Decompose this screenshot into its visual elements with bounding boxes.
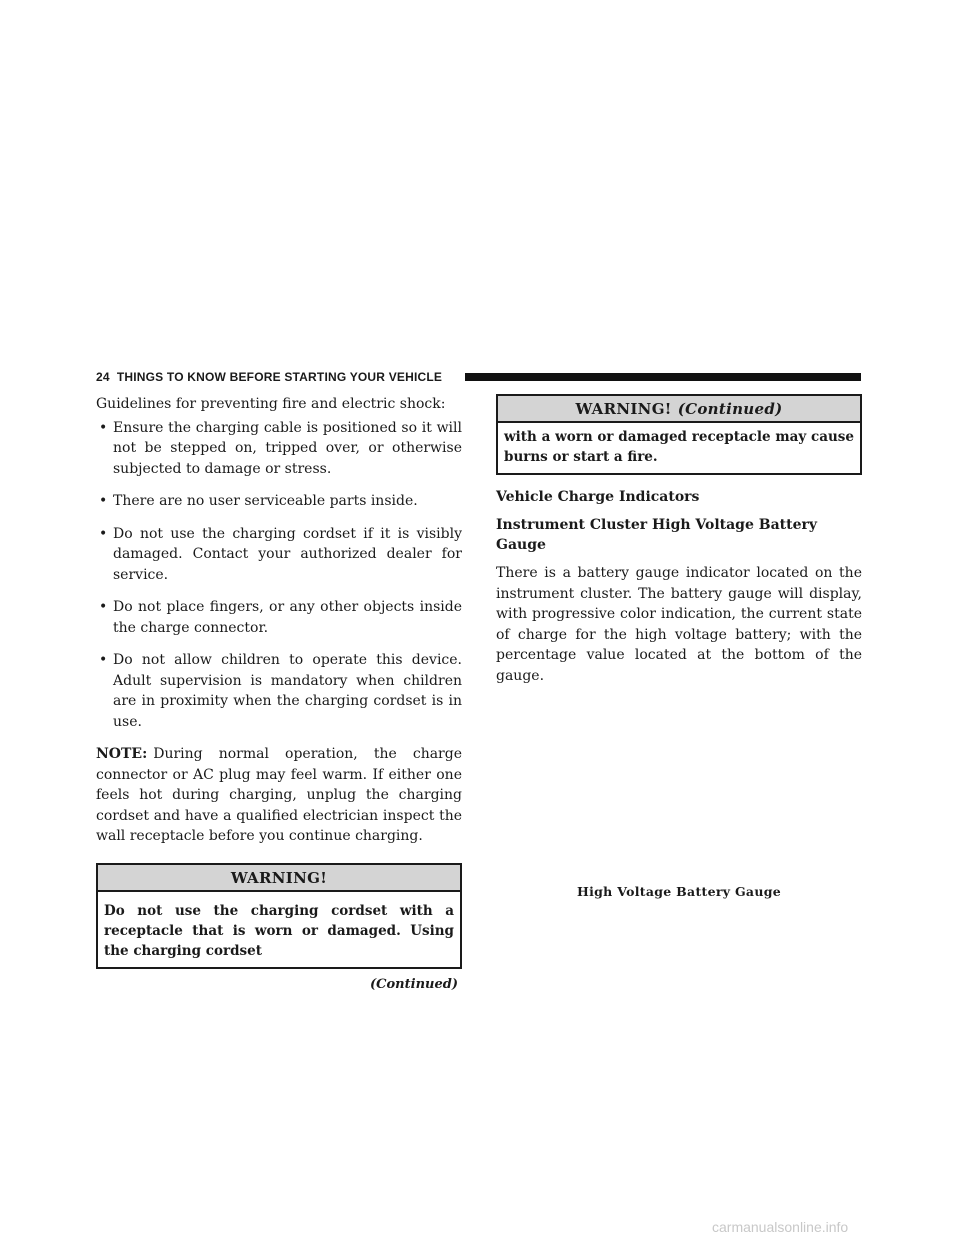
header-rule <box>465 373 861 381</box>
warning-title-suffix: (Continued) <box>677 400 783 418</box>
note-label: NOTE: <box>96 746 148 762</box>
figure-caption: High Voltage Battery Gauge <box>576 884 781 899</box>
list-item <box>96 524 462 586</box>
list-item-text: Do not allow children to operate this device. Adult supervision is mandatory when children are in proximity when the charging cordset is in use. <box>113 652 462 730</box>
list-item <box>96 597 462 638</box>
warning-text: Do not use the charging cordset with a receptacle that is worn or damaged. Using the charging cordset <box>104 902 454 959</box>
warning-title-text: WARNING! <box>575 400 672 418</box>
figure-placeholder <box>496 686 862 884</box>
section-heading: Vehicle Charge Indicators <box>496 489 700 505</box>
bullet-icon: • <box>99 652 108 668</box>
list-item <box>96 491 462 512</box>
list-item-text: Ensure the charging cable is positioned so it will not be stepped on, tripped over, or otherwise subjected to damage or stress. <box>113 419 462 477</box>
bullet-icon: • <box>99 493 108 509</box>
continued-label: (Continued) <box>370 976 458 992</box>
warning-text: with a worn or damaged receptacle may cause burns or start a fire. <box>504 429 854 465</box>
warning-box <box>96 863 462 969</box>
list-item-text: Do not place fingers, or any other objects inside the charge connector. <box>113 599 462 636</box>
left-column <box>96 394 462 992</box>
watermark: carmanualsonline.info <box>712 1219 849 1235</box>
section-title: THINGS TO KNOW BEFORE STARTING YOUR VEHICLE <box>116 370 443 384</box>
right-column <box>496 394 862 899</box>
list-item-text: There are no user serviceable parts inside. <box>113 493 418 509</box>
warning-title: WARNING! <box>98 865 460 892</box>
warning-title <box>498 396 860 423</box>
page-header-title <box>96 370 442 384</box>
note-text: During normal operation, the charge connector or AC plug may feel warm. If either one feels hot during charging, unplug the charging cordset and have a qualified electrician inspect the wall receptacle before you continue charging. <box>96 746 462 844</box>
guidelines-list <box>96 418 462 733</box>
intro-text: Guidelines for preventing fire and electric shock: <box>96 396 446 412</box>
body-paragraph: There is a battery gauge indicator located on the instrument cluster. The battery gauge will display, with progressive color indication, the current state of charge for the high voltage battery; with the percentage value located at the bottom of the gauge. <box>496 565 862 684</box>
list-item <box>96 418 462 480</box>
note-paragraph <box>96 744 462 847</box>
bullet-icon: • <box>99 419 108 436</box>
list-item-text: Do not use the charging cordset if it is visibly damaged. Contact your authorized dealer for service. <box>113 525 462 583</box>
bullet-icon: • <box>99 525 108 542</box>
section-subheading: Instrument Cluster High Voltage Battery Gauge <box>496 517 818 553</box>
page-number: 24 <box>96 370 110 384</box>
page-header <box>96 370 861 384</box>
list-item <box>96 650 462 732</box>
warning-box-continued <box>496 394 862 475</box>
bullet-icon: • <box>99 599 108 615</box>
